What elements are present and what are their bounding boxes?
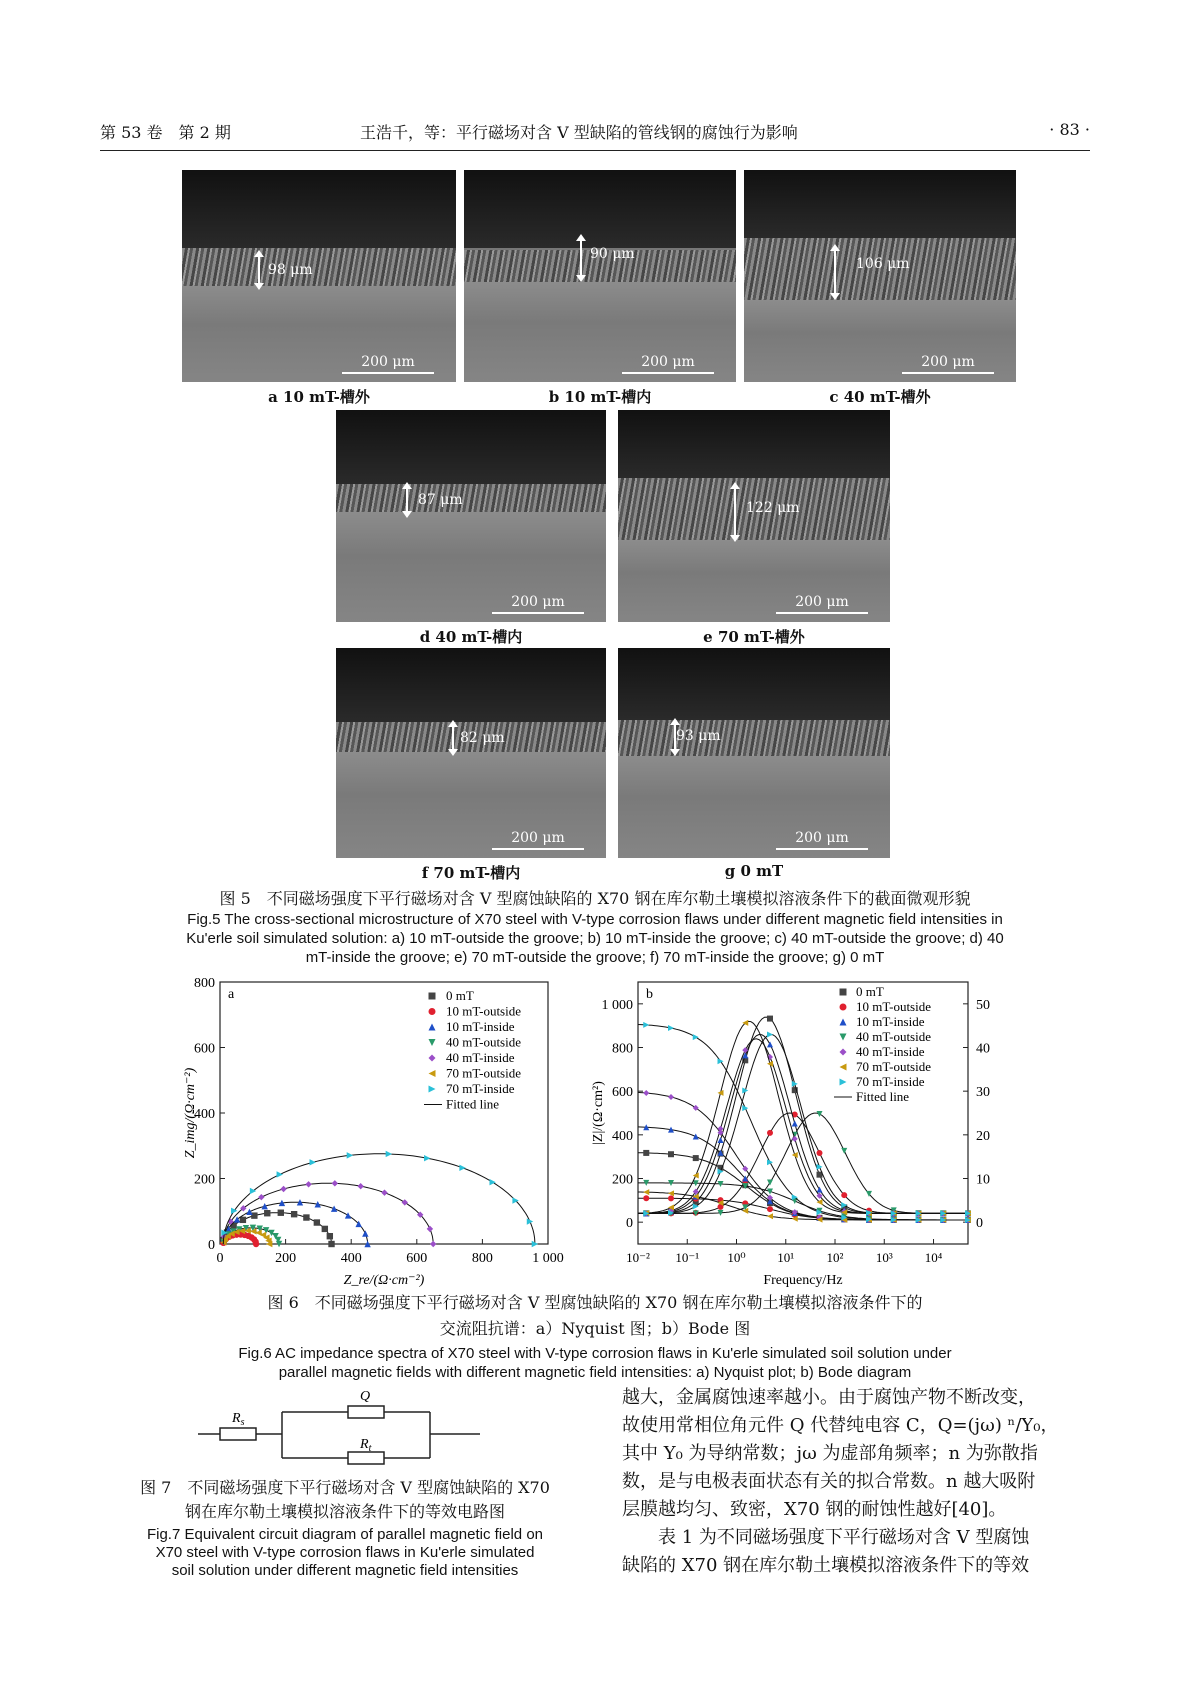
data-point <box>262 1203 268 1209</box>
data-point <box>718 1126 724 1132</box>
legend-label: Fitted line <box>446 1096 500 1112</box>
micrograph-d <box>336 410 606 622</box>
legend-label: 40 mT-inside <box>856 1044 925 1059</box>
legend-label: 40 mT-outside <box>856 1029 931 1044</box>
data-point <box>331 1206 337 1212</box>
data-point <box>792 1152 798 1158</box>
micrograph-f <box>336 648 606 858</box>
data-point <box>429 1055 436 1062</box>
data-point <box>429 1024 436 1031</box>
data-point <box>693 1133 699 1139</box>
y2-tick-label: 20 <box>976 1128 990 1144</box>
x-tick-label: 10⁻² <box>626 1250 650 1265</box>
data-point <box>347 1152 353 1158</box>
data-point <box>246 1209 252 1215</box>
y2-tick-label: 0 <box>976 1216 983 1232</box>
data-point <box>767 1041 773 1047</box>
data-point <box>817 1150 823 1156</box>
legend-label: 10 mT-outside <box>446 1003 521 1019</box>
y-tick-label: 800 <box>612 1041 633 1057</box>
x-tick-label: 200 <box>275 1251 297 1266</box>
micrograph-a <box>182 170 456 382</box>
legend-label: Fitted line <box>856 1089 910 1104</box>
nyquist-chart <box>180 970 580 1290</box>
x-tick-label: 10¹ <box>777 1250 795 1265</box>
data-point <box>767 1188 773 1194</box>
y-tick-label: 1 000 <box>601 997 633 1013</box>
legend-label: 0 mT <box>446 988 474 1003</box>
y-tick-label: 0 <box>208 1238 215 1253</box>
figure-6-caption-cn: 图 6 不同磁场强度下平行磁场对含 V 型腐蚀缺陷的 X70 钢在库尔勒土壤模拟溶液条件下的 交流阻抗谱：a）Nyquist 图；b）Bode 图 <box>267 1293 923 1338</box>
data-point <box>792 1081 798 1087</box>
data-point <box>817 1111 823 1117</box>
data-point <box>840 1019 847 1026</box>
data-point <box>840 1064 847 1071</box>
data-point <box>280 1186 286 1192</box>
data-point <box>841 1192 847 1198</box>
y-tick-label: 600 <box>194 1041 215 1057</box>
data-point <box>840 989 847 996</box>
svg-text:Rt: $R_t$ <box>360 1437 372 1454</box>
scale-bar: 200 μm <box>776 594 868 614</box>
data-point <box>767 1159 773 1165</box>
panel-caption-d: d 40 mT-槽内 <box>419 628 523 646</box>
micrograph-g <box>618 648 890 858</box>
bode-chart <box>588 970 1018 1290</box>
data-point <box>792 1136 798 1142</box>
thickness-label: 106 μm <box>856 256 910 272</box>
x-tick-label: 800 <box>471 1251 493 1266</box>
data-point <box>643 1150 649 1156</box>
data-point <box>840 1079 847 1086</box>
data-point <box>328 1241 334 1247</box>
x-tick-label: 0 <box>216 1251 224 1266</box>
x-axis-label: Z_re/(Ω·cm⁻²) <box>343 1273 425 1288</box>
running-header <box>100 118 1090 151</box>
y-tick-label: 400 <box>612 1128 633 1144</box>
data-point <box>693 1155 699 1161</box>
panel-label: a <box>228 987 235 1002</box>
x-tick-label: 600 <box>406 1251 428 1266</box>
legend <box>834 984 931 1104</box>
fitted-line <box>638 1127 968 1220</box>
thickness-label: 98 μm <box>268 262 313 278</box>
data-point <box>258 1194 264 1200</box>
data-point <box>240 1217 246 1223</box>
data-point <box>767 1179 773 1185</box>
data-point <box>668 1025 674 1031</box>
x-tick-label: 10² <box>826 1250 844 1265</box>
data-point <box>668 1195 674 1201</box>
data-point <box>767 1016 773 1022</box>
data-point <box>327 1233 333 1239</box>
data-point <box>668 1151 674 1157</box>
data-point <box>429 1008 436 1015</box>
data-point <box>303 1214 309 1220</box>
y2-tick-label: 30 <box>976 1085 990 1101</box>
panel-caption-c: c 40 mT-槽外 <box>829 388 931 406</box>
data-point <box>668 1094 674 1100</box>
y-tick-label: 600 <box>612 1085 633 1101</box>
data-point <box>742 1105 748 1111</box>
data-point <box>429 1070 436 1077</box>
legend-label: 10 mT-inside <box>856 1014 925 1029</box>
x-axis-label: Frequency/Hz <box>763 1273 843 1288</box>
running-title: 王浩千，等：平行磁场对含 V 型缺陷的管线钢的腐蚀行为影响 <box>360 123 798 142</box>
legend-label: 40 mT-outside <box>446 1034 521 1050</box>
panel-caption-g: g 0 mT <box>724 862 784 880</box>
x-tick-label: 1 000 <box>532 1251 564 1266</box>
scale-bar: 200 μm <box>622 354 714 374</box>
legend-label: 10 mT-outside <box>856 999 931 1014</box>
data-point <box>527 1218 533 1224</box>
data-point <box>322 1226 328 1232</box>
data-point <box>345 1212 351 1218</box>
data-point <box>362 1230 368 1236</box>
thickness-label: 93 μm <box>676 728 721 744</box>
data-point <box>693 1173 699 1179</box>
data-point <box>792 1121 798 1127</box>
data-point <box>718 1058 724 1064</box>
y-axis-label: Z_img/(Ω·cm⁻²) <box>183 1067 198 1159</box>
data-point <box>314 1219 320 1225</box>
x-tick-label: 400 <box>340 1251 362 1266</box>
x-tick-label: 10³ <box>875 1250 893 1265</box>
legend-label: 10 mT-inside <box>446 1019 515 1034</box>
y2-tick-label: 50 <box>976 997 990 1013</box>
y-tick-label: 200 <box>612 1172 633 1188</box>
data-point <box>817 1164 823 1170</box>
x-tick-label: 10⁴ <box>924 1250 943 1265</box>
data-point <box>718 1090 724 1096</box>
legend-label: 70 mT-outside <box>856 1059 931 1074</box>
body-text: 越大，金属腐蚀速率越小。由于腐蚀产物不断改变， 故使用常相位角元件 Q 代替纯电容 C，Q=(jω) ⁿ/Y₀， 其中 Y₀ 为导纳常数；jω 为虚部角频率；n 为弥散指 数，是与电极表面状态有关的拟合常数。n 越大吸附 层膜越均匀、致密，X70 钢的耐蚀性越好[40]。 表 1 为不同磁场强度下平行磁场对含 V 型腐蚀 缺陷的 X70 钢在库尔勒土壤模拟溶液条件下的等效 <box>622 1387 1059 1576</box>
micrograph-e <box>618 410 890 622</box>
cpe-q <box>348 1406 384 1418</box>
scale-bar: 200 μm <box>776 830 868 850</box>
data-point <box>277 1171 283 1177</box>
equivalent-circuit <box>190 1386 490 1476</box>
data-point <box>693 1034 699 1040</box>
data-point <box>643 1189 649 1195</box>
page-number: · 83 · <box>1049 120 1090 139</box>
panel-caption-e: e 70 mT-槽外 <box>703 628 805 646</box>
data-point <box>429 1086 436 1093</box>
data-point <box>840 1004 847 1011</box>
data-point <box>402 1199 408 1205</box>
journal-issue: 第 53 卷 第 2 期 <box>100 123 231 142</box>
x-tick-label: 10⁰ <box>727 1250 746 1265</box>
data-point <box>305 1181 311 1187</box>
legend-label: 70 mT-outside <box>446 1065 521 1081</box>
figure-7-caption-en: Fig.7 Equivalent circuit diagram of parallel magnetic field on X70 steel with V-type corrosion flaws in Ku'erle simulated soil solution under different magnetic field intensities <box>146 1526 544 1579</box>
resistor-rt <box>348 1452 384 1464</box>
y-tick-label: 400 <box>194 1107 215 1122</box>
data-point <box>381 1189 387 1195</box>
panel-caption-b: b 10 mT-槽内 <box>548 388 652 406</box>
data-point <box>357 1183 363 1189</box>
micrograph-c <box>744 170 1016 382</box>
y-tick-label: 200 <box>194 1172 215 1188</box>
y-tick-label: 0 <box>626 1216 633 1232</box>
data-point <box>767 1130 773 1136</box>
data-point <box>841 1148 847 1154</box>
micrograph-b <box>464 170 736 382</box>
data-point <box>424 1155 430 1161</box>
panel-caption-f: f 70 mT-槽内 <box>421 864 521 882</box>
data-point <box>840 1034 847 1041</box>
data-point <box>767 1031 773 1037</box>
data-point <box>291 1211 297 1217</box>
data-point <box>767 1061 773 1067</box>
y2-tick-label: 10 <box>976 1172 990 1188</box>
panel-caption-a: a 10 mT-槽外 <box>268 388 370 406</box>
figure-6-caption-en: Fig.6 AC impedance spectra of X70 steel with V-type corrosion flaws in Ku'erle simulated soil solution under parallel magnetic fields with different magnetic field intensities: a) Nyquist plot; b) Bode diagram <box>238 1345 952 1381</box>
data-point <box>386 1151 392 1157</box>
figure-7-caption-cn: 图 7 不同磁场强度下平行磁场对含 V 型腐蚀缺陷的 X70 钢在库尔勒土壤模拟溶液条件下的等效电路图 <box>140 1478 550 1521</box>
resistor-rs <box>220 1428 256 1440</box>
panel-label: b <box>646 987 653 1002</box>
data-point <box>429 993 436 1000</box>
data-point <box>840 1049 847 1056</box>
data-point <box>310 1159 316 1165</box>
thickness-label: 122 μm <box>746 500 800 516</box>
thickness-label: 90 μm <box>590 246 635 262</box>
thickness-label: 82 μm <box>460 730 505 746</box>
x-tick-label: 10⁻¹ <box>675 1250 700 1265</box>
scale-bar: 200 μm <box>902 354 994 374</box>
data-point <box>643 1022 649 1028</box>
data-point <box>253 1241 259 1247</box>
data-point <box>643 1195 649 1201</box>
data-point <box>429 1039 436 1046</box>
legend-label: 0 mT <box>856 984 884 999</box>
y-axis-label: |Z|/(Ω·cm²) <box>591 1081 606 1145</box>
scale-bar: 200 μm <box>492 594 584 614</box>
data-point <box>459 1165 465 1171</box>
data-point <box>817 1187 823 1193</box>
svg-text:Rs: $R_s$ <box>232 1411 245 1428</box>
data-point <box>332 1180 338 1186</box>
legend-label: 70 mT-inside <box>856 1074 925 1089</box>
data-point <box>767 1213 773 1219</box>
data-point <box>278 1210 284 1216</box>
data-point <box>427 1226 433 1232</box>
thickness-label: 87 μm <box>418 492 463 508</box>
data-point <box>264 1210 270 1216</box>
y2-tick-label: 40 <box>976 1041 990 1057</box>
data-point <box>767 1206 773 1212</box>
figure-5-caption-cn: 图 5 不同磁场强度下平行磁场对含 V 型腐蚀缺陷的 X70 钢在库尔勒土壤模拟溶液条件下的截面微观形貌 <box>219 889 971 908</box>
series-70-mT-inside <box>221 1151 538 1247</box>
data-point <box>251 1212 257 1218</box>
data-point <box>643 1090 649 1096</box>
data-point <box>718 1137 724 1143</box>
svg-text:Q: Q <box>360 1389 371 1404</box>
data-point <box>489 1179 495 1185</box>
legend-label: 70 mT-inside <box>446 1081 515 1096</box>
y-tick-label: 800 <box>194 976 215 991</box>
legend-label: 40 mT-inside <box>446 1050 515 1065</box>
scale-bar: 200 μm <box>342 354 434 374</box>
data-point <box>742 1088 748 1094</box>
legend <box>424 988 521 1112</box>
figure-5-caption-en: Fig.5 The cross-sectional microstructure of X70 steel with V-type corrosion flaws under different magnetic field intensities in Ku'erle soil simulated solution: a) 10 mT-outside the groove; b) 10 mT-inside the groove; c) 40 mT-outside the groove; d) 40 mT-inside the groove; e) 70 mT-outside the groove; f) 70 mT-inside the groove; g) 0 mT <box>186 911 1004 966</box>
scale-bar: 200 μm <box>492 830 584 850</box>
data-point <box>430 1241 436 1247</box>
